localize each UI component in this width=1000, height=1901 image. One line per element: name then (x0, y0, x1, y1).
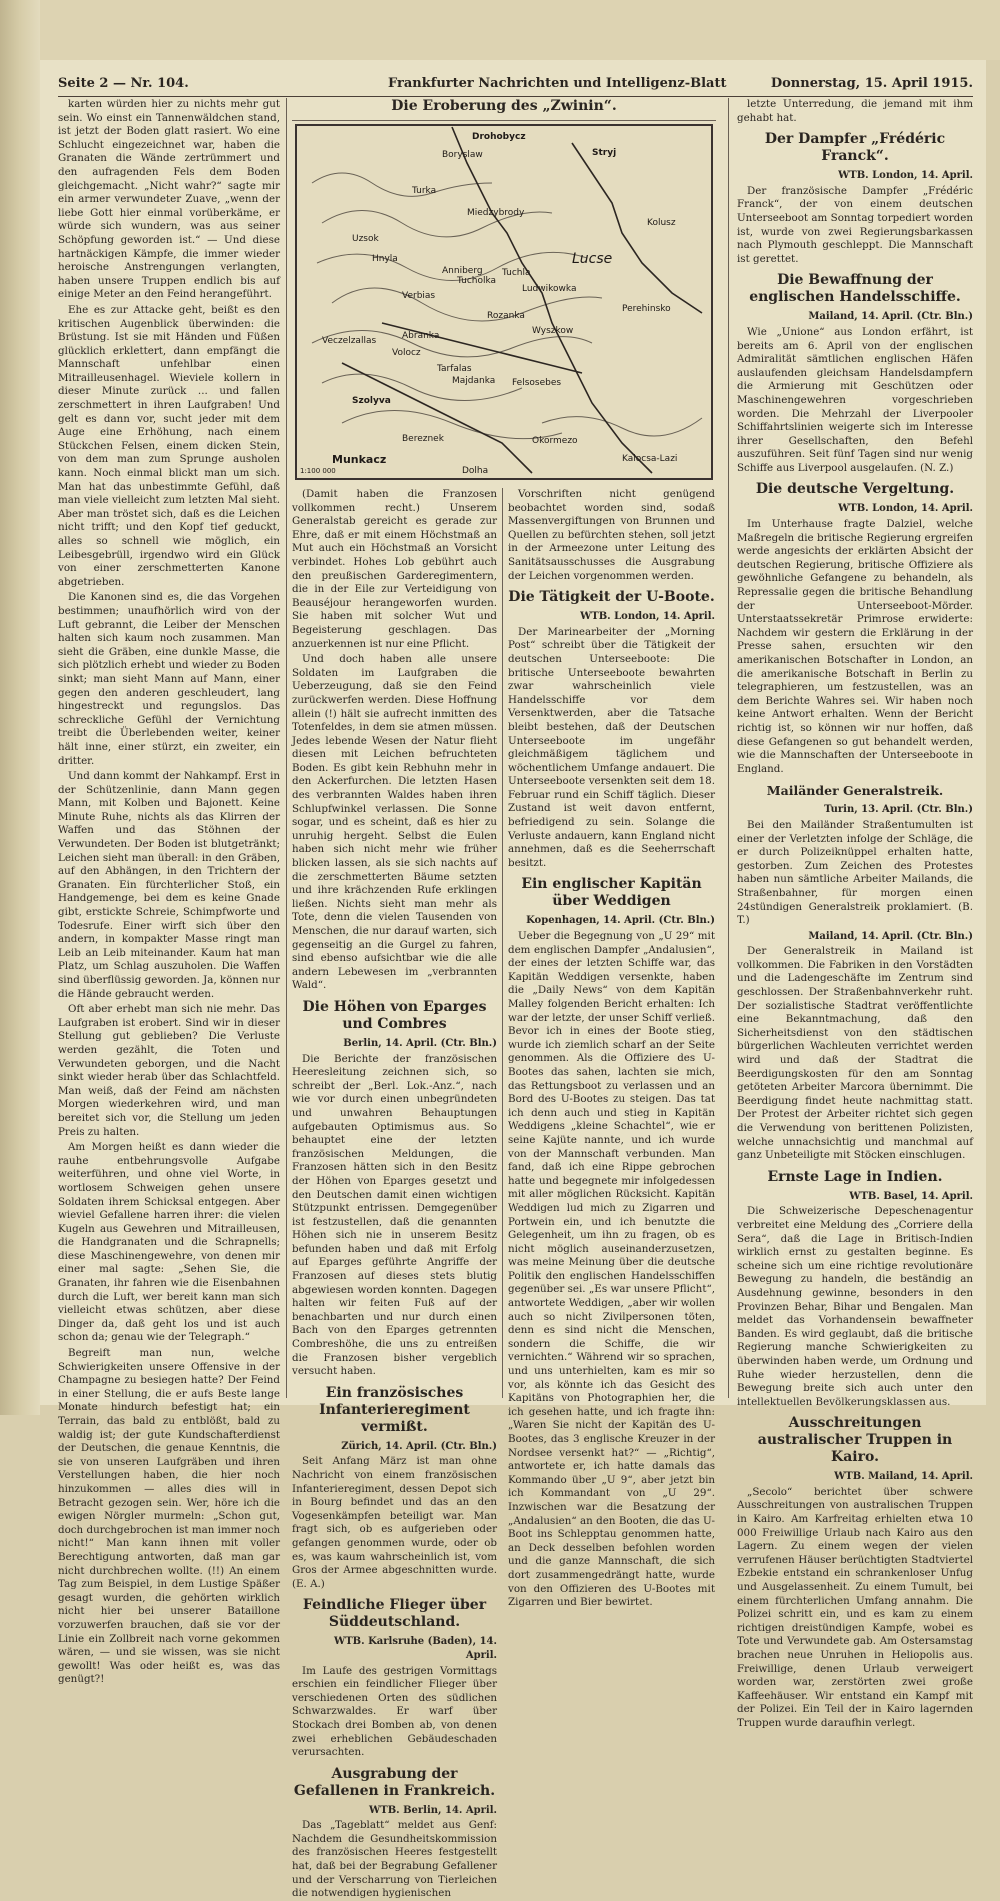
map-title: Die Eroberung des „Zwinin“. (292, 98, 716, 121)
dateline: WTB. Mailand, 14. April. (834, 1471, 973, 1483)
map-label: Verbias (402, 291, 436, 301)
map-label: Szolyva (352, 396, 391, 406)
headline: Mailänder Generalstreik. (766, 783, 944, 799)
map-label: Miedzybrody (467, 208, 525, 218)
paragraph: Die Kanonen sind es, die das Vorgehen bestimmen; unaufhörlich wird von der Luft gebrannt, die Leiber der Menschen halten sich kaum noch zusammen. Man sieht die Gräben, eine dunkle Masse, die sich plötzlich erhebt und wieder zu Boden sinkt; man sieht Mann auf Mann, einer gegen den anderen geschleudert, lang hingestreckt und regungslos. Das schreckliche Gefühl der Vernichtung treibt die Überlebenden weiter, keiner hält inne, einer stürzt, ein zweiter, ein dritter. (58, 591, 280, 767)
map-label: Rozanka (487, 311, 525, 321)
paragraph: Und dann kommt der Nahkampf. Erst in der Schützenlinie, dann Mann gegen Mann, mit Kolben und Bajonett. Keine Minute Ruhe, nichts als das Klirren der Waffen und das Stöhnen der Verwundeten. Der Boden ist blutgetränkt; Leichen sieht man überall: in den Gräben, auf den Abhängen, in den Trichtern der Granaten. Ein fürchterlicher Stoß, ein Handgemenge, bei dem es keine Gnade gibt, erstickte Schreie, Schimpfworte und Todesrufe. Einer wirft sich über den andern, in kompakter Masse ringt man Leib an Leib miteinander. Kaum hat man Platz, um Schlag auszuholen. Die Waffen sind überflüssig geworden. Ja, können nur die Hände gebraucht werden. (58, 770, 280, 1000)
dateline: Turin, 13. April. (Ctr. Bln.) (824, 804, 973, 816)
paragraph: Ueber die Begegnung von „U 29“ mit dem englischen Dampfer „Andalusien“, der eines der letzten Schiffe war, das Kapitän Weddigen versenkte, haben die „Daily News“ von dem Kapitän Malley folgenden Bericht erhalten: Ich war der letzte, der unser Schiff verließ. Bevor ich in eines der Boote stieg, wurde ich ziemlich scharf an der Seite genommen. Als die Offiziere des U-Bootes das sahen, lachten sie mich, das Rettungsboot zu verlassen und an Bord des U-Bootes zu steigen. Das tat ich denn auch und stieg in Kapitän Weddigens „kleine Schachtel“, wie er seine Kajüte nannte, und ich wurde von der Mannschaft verbunden. Man fand, daß ich eine Rippe gebrochen hatte und begegnete mir infolgedessen mit aller möglichen Rücksicht. Kapitän Weddigen lud mich zu Zigarren und Portwein ein, und ich benutzte die Gelegenheit, um ihn zu fragen, ob es nicht möglich auseinanderzusetzen, was meine Meinung über die deutsche Politik den englischen Handelsschiffen gegenüber sei. „Es war unsere Pflicht“, antwortete Weddigen, „aber wir wollen auch so nicht Zivilpersonen töten, denn es sind nicht die Menschen, sondern die Schiffe, die wir vernichten.“ Während wir so sprachen, und uns unterhielten, kam es mir so vor, als könnte ich das Gesicht des Kapitäns von Photographien her, die ich gesehen hatte, und ich fragte ihn: „Waren Sie nicht der Kapitän des U-Bootes, das 3 englische Kreuzer in der Nordsee versenkt hat?“ — „Richtig“, antwortete er, ich hatte damals das Kommando über „U 9“, aber jetzt bin ich Kommandant von „U 29“. Inzwischen war die Besatzung der „Andalusien“ an den Booten, die das U-Boot ins Schlepptau genommen hatte, an Deck desselben befohlen worden und die ganze Mannschaft, die sich dort zusammengedrängt hatte, wurde von den Offizieren des U-Bootes mit Zigarren und Bier bewirtet. (508, 930, 715, 1609)
map-label: Dolha (462, 466, 489, 476)
map-label: Volocz (392, 348, 421, 358)
map-label: Drohobycz (472, 132, 526, 142)
paragraph: Am Morgen heißt es dann wieder die rauhe entbehrungsvolle Aufgabe weiterführen, und ohne viel Worte, in wortlosem Schweigen gehen unsere Soldaten ihrem Schicksal entgegen. Aber wieviel Gefallene harren ihrer: die vielen Kugeln aus Gewehren und Mitrailleusen, die Handgranaten und die Schrapnells; diese Maschinengewehre, von denen mir einer mal sagte: „Sehen Sie, die Granaten, ihr fahren wie die Eisenbahnen durch die Luft, wer bereit kann man sich vielleicht etwas schützen, aber diese Dinger da, daß geht los und ist auch schon da; genau wie der Telegraph.“ (58, 1141, 280, 1344)
paragraph: Im Laufe des gestrigen Vormittags erschien ein feindlicher Flieger über verschiedenen Orten des südlichen Schwarzwaldes. Er warf über Stockach drei Bomben ab, von denen zwei erheblichen Gebäudeschaden verursachten. (292, 1664, 497, 1759)
paragraph: Das „Tageblatt“ meldet aus Genf: Nachdem die Gesundheitskommission des französischen Heeres festgestellt hat, daß bei der Begrabung Gefallener und der Verscharrung von Tierleichen die notwendigen hygienischen (292, 1819, 497, 1900)
dateline: Mailand, 14. April. (Ctr. Bln.) (808, 311, 973, 323)
column-1 (58, 98, 280, 1686)
map-label: Boryslaw (442, 150, 483, 160)
headline: Die Tätigkeit der U-Boote. (508, 589, 715, 606)
dateline: WTB. Karlsruhe (Baden), 14. April. (334, 1636, 497, 1661)
column-3 (508, 488, 715, 1609)
paragraph: Oft aber erhebt man sich nie mehr. Das Laufgraben ist erobert. Sind wir in dieser Stellung gut geblieben? Die Verluste werden gezählt, die Toten und Verwundeten geborgen, und die Nacht sinkt wieder herab über das Schlachtfeld. Man weiß, daß der Feind am nächsten Morgen wiederkehren wird, und man bereitet sich vor, die Stellung um jeden Preis zu halten. (58, 1003, 280, 1138)
newspaper-title: Frankfurter Nachrichten und Intelligenz-Blatt (388, 76, 727, 91)
paragraph: Der französische Dampfer „Frédéric Franck“, der von einem deutschen Unterseeboot am Sonntag torpediert worden ist, wurde von zwei Regierungsbarkassen nach Plymouth geschleppt. Die Mannschaft ist gerettet. (737, 184, 973, 265)
headline: Ernste Lage in Indien. (767, 1168, 943, 1185)
map-label: Lucse (572, 251, 613, 267)
paragraph: karten würden hier zu nichts mehr gut sein. Wo einst ein Tannenwäldchen stand, ist jetzt der Boden glatt rasiert. Wo eine Schlucht eingezeichnet war, haben die Granaten die Wände zertrümmert und den aufragenden Fels dem Boden gleichgemacht. „Nicht wahr?“ sagte mir ein armer verwundeter Zuave, „wenn der liebe Gott hier einmal vorüberkäme, er würde sich wundern, was aus seiner Schöpfung geworden ist.“ — Und diese hartnäckigen Kämpfe, die immer wieder heroische Anstrengungen verlangten, haben unsere Truppen endlich bis auf einige Meter an den Feind herangeführt. (58, 98, 280, 301)
dateline: WTB. London, 14. April. (838, 503, 973, 515)
map-carpathians (292, 123, 716, 483)
paragraph: Seit Anfang März ist man ohne Nachricht von einem französischen Infanterieregiment, dessen Depot sich in Bourg befindet und das an den Vogesenkämpfen beteiligt war. Man fragt sich, ob es aufgerieben oder gefangen genommen wurde, oder ob es, was kaum wahrscheinlich ist, vom Gros der Armee abgeschnitten wurde. (E. A.) (292, 1455, 497, 1590)
column-rule (286, 98, 287, 1398)
column-4 (737, 98, 973, 1729)
map-label: Tarfalas (437, 364, 472, 374)
headline: Feindliche Flieger über Süddeutschland. (302, 1597, 487, 1631)
dateline: WTB. Basel, 14. April. (849, 1190, 973, 1202)
issue-date: Donnerstag, 15. April 1915. (770, 76, 973, 91)
headline: Ein französisches Infanterieregiment vermißt. (319, 1384, 470, 1435)
column-2 (292, 488, 497, 1900)
map-label: Turka (412, 186, 437, 196)
map-label: Tuchla (502, 268, 531, 278)
page-top-margin (0, 0, 1000, 60)
map-label: Majdanka (452, 376, 496, 386)
map-label: Kolusz (647, 218, 676, 228)
paragraph: Und doch haben alle unsere Soldaten im Laufgraben die Ueberzeugung, daß sie den Feind zurückwerfen werden. Diese Hoffnung allein (!) hält sie aufrecht inmitten des Totenfeldes, in dem sie atmen müssen. Jedes lebende Wesen der Natur flieht diesen mit Leichen befruchteten Boden. Es gibt kein Rebhuhn mehr in den Ackerfurchen. Die letzten Hasen des verbrannten Waldes haben ihren Schlupfwinkel verlassen. Die Sonne sogar, und es scheint, daß es hier zu unruhig hergeht. Selbst die Eulen haben sich nicht mehr wie früher blicken lassen, als sie sich nachts auf die zerschmetterten Bäume setzten und ihre krächzenden Rufe erklingen ließen. Nichts sieht man mehr als Tote, denn die vielen Tausenden von Menschen, die nur darauf warten, sich gegenseitig an die Gurgel zu fahren, sind ebenso aufsichtbar wie die alle andern Lebewesen im „verbrannten Wald“. (292, 653, 497, 992)
paragraph: Der Marinearbeiter der „Morning Post“ schreibt über die Tätigkeit der deutschen Unterseeboote: Die britische Unterseeboote bewahrten zwar wahrscheinlich viele Handelsschiffe vor dem Versenktwerden, aber die Tatsache bleibt bestehen, daß der Deutschen Unterseeboote im ungefähr gleichmäßigem täglichem und wöchentlichem Umfange andauert. Die Unterseeboote versenkten seit dem 18. Februar rund ein Schiff täglich. Dieser Zustand ist weit davon entfernt, befriedigend zu sein. Solange die Verluste andauern, kann England nicht annehmen, daß es die Seeherrschaft besitzt. (508, 625, 715, 869)
map-label: Hnyla (372, 254, 398, 264)
map-label: Abranka (402, 331, 440, 341)
page-number: Seite 2 — Nr. 104. (58, 76, 189, 91)
column-rule (502, 488, 503, 1398)
newspaper-page (40, 60, 986, 1900)
paragraph: Wie „Unione“ aus London erfährt, ist bereits am 6. April von der englischen Admiralität sämtlichen englischen Häfen auslaufenden gleichsam Handelsdampfern die Armierung mit Geschützen oder Maschinengewehren vorgeschrieben worden. Die Mehrzahl der Liverpooler Schiffahrtslinien weigerte sich im Interesse ihrer Gesellschaften, den Befehl auszuführen. Seit fünf Tagen sind nur wenig Schiffe aus Liverpool ausgelaufen. (N. Z.) (737, 325, 973, 474)
map-label: Perehinsko (622, 304, 671, 314)
map-label: Bereznek (402, 434, 444, 444)
headline: Der Dampfer „Frédéric Franck“. (764, 131, 946, 165)
map-label: Kalocsa-Lazi (622, 454, 678, 464)
column-rule (728, 98, 729, 1398)
map-scale: 1:100 000 (300, 467, 336, 475)
paragraph: letzte Unterredung, die jemand mit ihm gehabt hat. (737, 98, 973, 124)
dateline: WTB. Berlin, 14. April. (369, 1804, 497, 1816)
dateline: WTB. London, 14. April. (580, 611, 715, 623)
map-label: Tucholka (457, 276, 497, 286)
paragraph: (Damit haben die Franzosen vollkommen recht.) Unserem Generalstab gereicht es gerade zur Ehre, daß er mit einem Höchstmaß an Mut auch ein Höchstmaß an Vorsicht verbindet. Hohes Lob gebührt auch den preußischen Garderegimentern, die in der Eile zur Verteidigung von Beauséjour herangeworfen wurden. Sie haben mit solcher Wut und Begeisterung geschlagen. Das anzuerkennen ist nur eine Pflicht. (292, 488, 497, 650)
paragraph: Bei den Mailänder Straßentumulten ist einer der Verletzten infolge der Schläge, die er durch Polizeiknüppel erhalten hatte, gestorben. Zum Zeichen des Protestes haben nun sämtliche Arbeiter Mailands, die Straßenbahner, für morgen einen 24stündigen Generalstreik proklamiert. (B. T.) (737, 818, 973, 927)
map-frame (296, 125, 712, 479)
paragraph: Die Berichte der französischen Heeresleitung zeichnen sich, so schreibt der „Berl. Lok.-Anz.“, nach wie vor durch einen unbegründeten und unwahren Behauptungen aufgebauten Optimismus aus. So behauptet eine der letzten französischen Meldungen, die Franzosen hätten sich in den Besitz der Höhen von Eparges gesetzt und den Deutschen damit einen wichtigen Stützpunkt entrissen. Demgegenüber ist festzustellen, daß die genannten Höhen sich nie in unserem Besitz befunden haben und daß mit Erfolg auf Eparges geführte Angriffe der Franzosen auf dieses stets blutig abgewiesen worden konnten. Dagegen halten wir feiten Fuß auf der benachbarten und nur durch einen Bach von den Eparges getrennten Combreshöhe, die uns zu entreißen die Franzosen bisher vergeblich versucht haben. (292, 1052, 497, 1378)
paragraph: Vorschriften nicht genügend beobachtet worden sind, sodaß Massenvergiftungen von Brunnen und Quellen zu befürchten stehen, soll jetzt in der Armeezone unter Leitung des Sanitätsausschusses die Ausgrabung der Leichen vorgenommen werden. (508, 488, 715, 582)
map-figure (292, 98, 716, 482)
dateline: Kopenhagen, 14. April. (Ctr. Bln.) (526, 915, 715, 927)
paragraph: Ehe es zur Attacke geht, beißt es den kritischen Augenblick überwinden: die Brüstung. Ist sie mit Händen und Füßen glücklich erklettert, dann empfängt die Mannschaft unfehlbar einen Mitrailleusenhagel. Wieviele kollern in dieser Minute zurück ... und fallen zerschmettert in ihren Laufgraben! Und gelt es dann vor, sucht jeder mit dem Auge eine Erhöhung, nach einem Stückchen Felsen, einem dicken Stein, von dem man zum Sprunge ausholen kann. Noch einmal blickt man um sich. Man hat das unbestimmte Gefühl, daß man viele vielleicht zum letzten Mal sieht. Aber man tröstet sich, daß es die Leichen nicht trifft; und den Kopf tief geduckt, alles so schnell wie möglich, ein Leibesgebrüll, irgendwo wird ein Glück von einer zerschmetterten Kanone abgetrieben. (58, 303, 280, 588)
paragraph: Begreift man nun, welche Schwierigkeiten unsere Offensive in der Champagne zu besiegen hatte? Der Feind in einer Stellung, die er aufs Beste lange Monate hindurch befestigt hat; ein Terrain, das bald zu entblößt, bald zu waldig ist; der gute Kundschafterdienst der Deutschen, die genaue Kenntnis, die sie von unseren Laufgräben und ihren Verstellungen haben, die hier noch hinzukommen — alles dies will in Betracht gezogen sein. Wer, höre ich die ewigen Nörgler murmeln: „Schon gut, doch durchgebrochen ist man immer noch nicht!“ Man kann ihnen mit voller Berechtigung antworten, daß man gar nicht durchbrechen wollte. (!!) An einem Tag zum Beispiel, in dem Lustige Späßer gesagt wurden, die gehörten wirklich nicht hier bei unserer Bataillone vorzuwerfen brauchen, daß sie vor der Linie ein Zollbreit nach vorne gekommen wären, — und sie wissen, was sie nicht gewollt! Was oder heißt es, was das genügt?! (58, 1347, 280, 1686)
headline: Die Bewaffnung der englischen Handelsschiffe. (749, 272, 961, 306)
binding-edge (0, 0, 40, 1415)
headline: Ausschreitungen australischer Truppen in Kairo. (757, 1415, 953, 1466)
map-label: Ludwikowka (522, 284, 577, 294)
dateline: Zürich, 14. April. (Ctr. Bln.) (341, 1440, 497, 1452)
map-label: Wyszkow (532, 326, 574, 336)
headline: Ein englischer Kapitän über Weddigen (521, 876, 702, 910)
headline: Die deutsche Vergeltung. (755, 481, 955, 498)
map-label: Uzsok (352, 234, 379, 244)
paragraph: Im Unterhause fragte Dalziel, welche Maßregeln die britische Regierung ergreifen werde angesichts der erklärten Absicht der deutschen Regierung, britische Offiziere als gewöhnliche Gefangene zu behandeln, als Repressalie gegen die britische Behandlung der Unterseeboot-Mörder. Unterstaatssekretär Primrose erwiderte: Nachdem wir gestern die Erklärung in der Presse sahen, ersuchten wir den amerikanischen Botschafter in London, an die amerikanische Botschaft in Berlin zu telegraphieren, um festzustellen, was an dem Berichte Wahres sei. Wir haben noch keine Antwort erhalten. Wenn der Bericht richtig ist, so können wir nur hoffen, daß diese Gefangenen so gut behandelt werden, wie die Mannschaften der Unterseeboote in England. (737, 518, 973, 775)
map-label: Veczelzallas (322, 336, 377, 346)
masthead (58, 76, 973, 97)
dateline: WTB. London, 14. April. (838, 170, 973, 182)
paragraph: Der Generalstreik in Mailand ist vollkommen. Die Fabriken in den Vorstädten und die Ladengeschäfte im Zentrum sind geschlossen. Der Straßenbahnverkehr ruht. Der sozialistische Stadtrat veröffentlichte eine Bekanntmachung, daß den Sicherheitsdienst von den städtischen bürgerlichen Wachleuten verrichtet werden wird und daß der Stadtrat die Beerdigungskosten für den am Sonntag getöteten Arbeiter Marcora übernimmt. Die Beerdigung findet heute nachmittag statt. Der Protest der Arbeiter richtet sich gegen die Verwendung von berittenen Polizisten, welche unnachsichtig und manchmal auf ganz Unbeteiligte mit Stöcken einschlugen. (737, 945, 973, 1162)
headline: Ausgrabung der Gefallenen in Frankreich. (293, 1765, 496, 1799)
map-label: Stryj (592, 148, 617, 158)
map-label: Felsosebes (512, 378, 562, 388)
dateline: Mailand, 14. April. (Ctr. Bln.) (808, 930, 973, 942)
map-label: Anniberg (442, 266, 483, 276)
map-label: Okormezo (532, 436, 578, 446)
dateline: Berlin, 14. April. (Ctr. Bln.) (343, 1037, 497, 1049)
headline: Die Höhen von Eparges und Combres (302, 998, 487, 1032)
paragraph: „Secolo“ berichtet über schwere Ausschreitungen von australischen Truppen in Kairo. Am Karfreitag erhielten etwa 10 000 Freiwillige Urlaub nach Kairo aus den Lagern. Zu einem wegen der vielen verrufenen Häuser berüchtigten Stadtviertel Ezbekie entstand ein schrankenloser Unfug und Ausgelassenheit. Zu einem Tumult, bei einem fürchterlichen Umfang annahm. Die Polizei schritt ein, und es kam zu einem richtigen dreistündigen Kampfe, wobei es Tote und Verwundete gab. Am Ostersamstag brachen neue Unruhen in Heliopolis aus. Freiwillige, denen Urlaub verweigert worden war, zerstörten zwei große Kaffeehäuser. Wir entstand ein Kampf mit der Polizei. Ein Teil der in Kairo lagernden Truppen wurde daraufhin verlegt. (737, 1485, 973, 1729)
paragraph: Die Schweizerische Depeschenagentur verbreitet eine Meldung des „Corriere della Sera“, daß die Lage in Britisch-Indien wirklich ernst zu gestalten beginne. Es scheine sich um eine richtige revolutionäre Bewegung zu handeln, die beständig an Ausdehnung gewinne, besonders in den Provinzen Behar, Bihar und Bengalen. Man meldet das Vorhandensein bewaffneter Banden. Es wird geglaubt, daß die britische Regierung manche Schwierigkeiten zu überwinden haben werde, um Ordnung und Ruhe wieder herzustellen, denn die Bewegung breite sich auch unter den intellektuellen Bevölkerungsklassen aus. (737, 1205, 973, 1408)
map-label: Munkacz (332, 453, 387, 466)
